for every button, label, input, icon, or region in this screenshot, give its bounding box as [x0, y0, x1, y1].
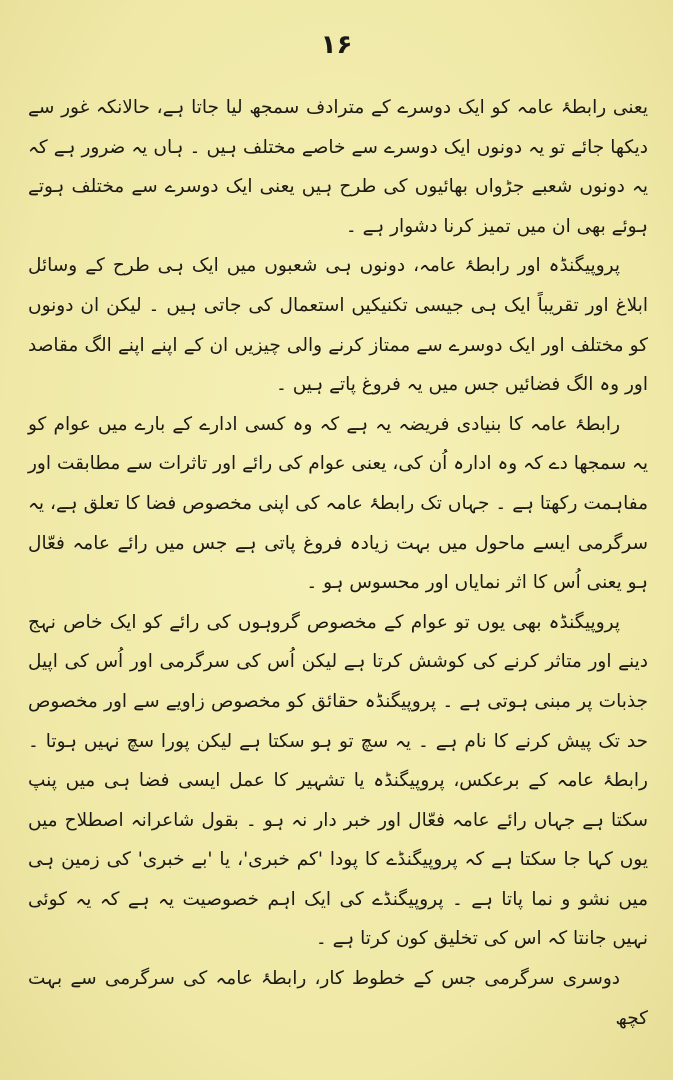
- page-number: ۱۶: [320, 30, 353, 60]
- paragraph-1: یعنی رابطۂ عامہ کو ایک دوسرے کے مترادف سمجھ لیا جاتا ہے، حالانکہ غور سے دیکھا جائے تو یہ دونوں ایک دوسرے سے خاصے مختلف ہیں ۔ ہاں یہ ضرور ہے کہ یہ دونوں شعبے جڑواں بھائیوں کی طرح ہیں یعنی ایک دوسرے سے مختلف ہوتے ہوئے بھی ان میں تمیز کرنا دشوار ہے ۔: [28, 97, 648, 237]
- paragraph-2: پروپیگنڈہ اور رابطۂ عامہ، دونوں ہی شعبوں میں ایک ہی طرح کے وسائل ابلاغ اور تقریباً ایک ہی جیسی تکنیکیں استعمال کی جاتی ہیں ۔ لیکن ان دونوں کو مختلف اور ایک دوسرے سے ممتاز کرنے والی چیزیں ان کے اپنے اپنے الگ مقاصد اور وہ الگ فضائیں جس میں یہ فروغ پاتے ہیں ۔: [28, 255, 648, 396]
- page-body-text: [28, 88, 648, 1038]
- paragraph-5: دوسری سرگرمی جس کے خطوط کار، رابطۂ عامہ کی سرگرمی سے بہت کچھ: [28, 968, 648, 1029]
- paragraph-3: رابطۂ عامہ کا بنیادی فریضہ یہ ہے کہ وہ کسی ادارے کے بارے میں عوام کو یہ سمجھا دے کہ وہ ادارہ اُن کی، یعنی عوام کی رائے اور تاثرات سے مطابقت اور مفاہمت رکھتا ہے ۔ جہاں تک رابطۂ عامہ کی اپنی مخصوص فضا کا تعلق ہے، یہ سرگرمی ایسے ماحول میں بہت زیادہ فروغ پاتی ہے جس میں رائے عامہ فعّال ہو یعنی اُس کا اثر نمایاں اور محسوس ہو ۔: [28, 413, 648, 594]
- paragraph-4: پروپیگنڈہ بھی یوں تو عوام کے مخصوص گروہوں کی رائے کو ایک خاص نہج دینے اور متاثر کرنے کی کوشش کرتا ہے لیکن اُس کی سرگرمی اور اُس کی اپیل جذبات پر مبنی ہوتی ہے ۔ پروپیگنڈہ حقائق کو مخصوص زاویے سے اور مخصوص حد تک پیش کرنے کا نام ہے ۔ یہ سچ تو ہو سکتا ہے لیکن پورا سچ نہیں ہوتا ۔ رابطۂ عامہ کے برعکس، پروپیگنڈہ یا تشہیر کا عمل ایسی فضا ہی میں پنپ سکتا ہے جہاں رائے عامہ فعّال اور خبر دار نہ ہو ۔ بقول شاعرانہ اصطلاح میں یوں کہا جا سکتا ہے کہ پروپیگنڈے کا پودا 'کم خبری'، یا 'بے خبری' کی زمین ہی میں نشو و نما پاتا ہے ۔ پروپیگنڈے کی ایک اہم خصوصیت یہ ہے کہ یہ کوئی نہیں جانتا کہ اس کی تخلیق کون کرتا ہے ۔: [28, 611, 648, 950]
